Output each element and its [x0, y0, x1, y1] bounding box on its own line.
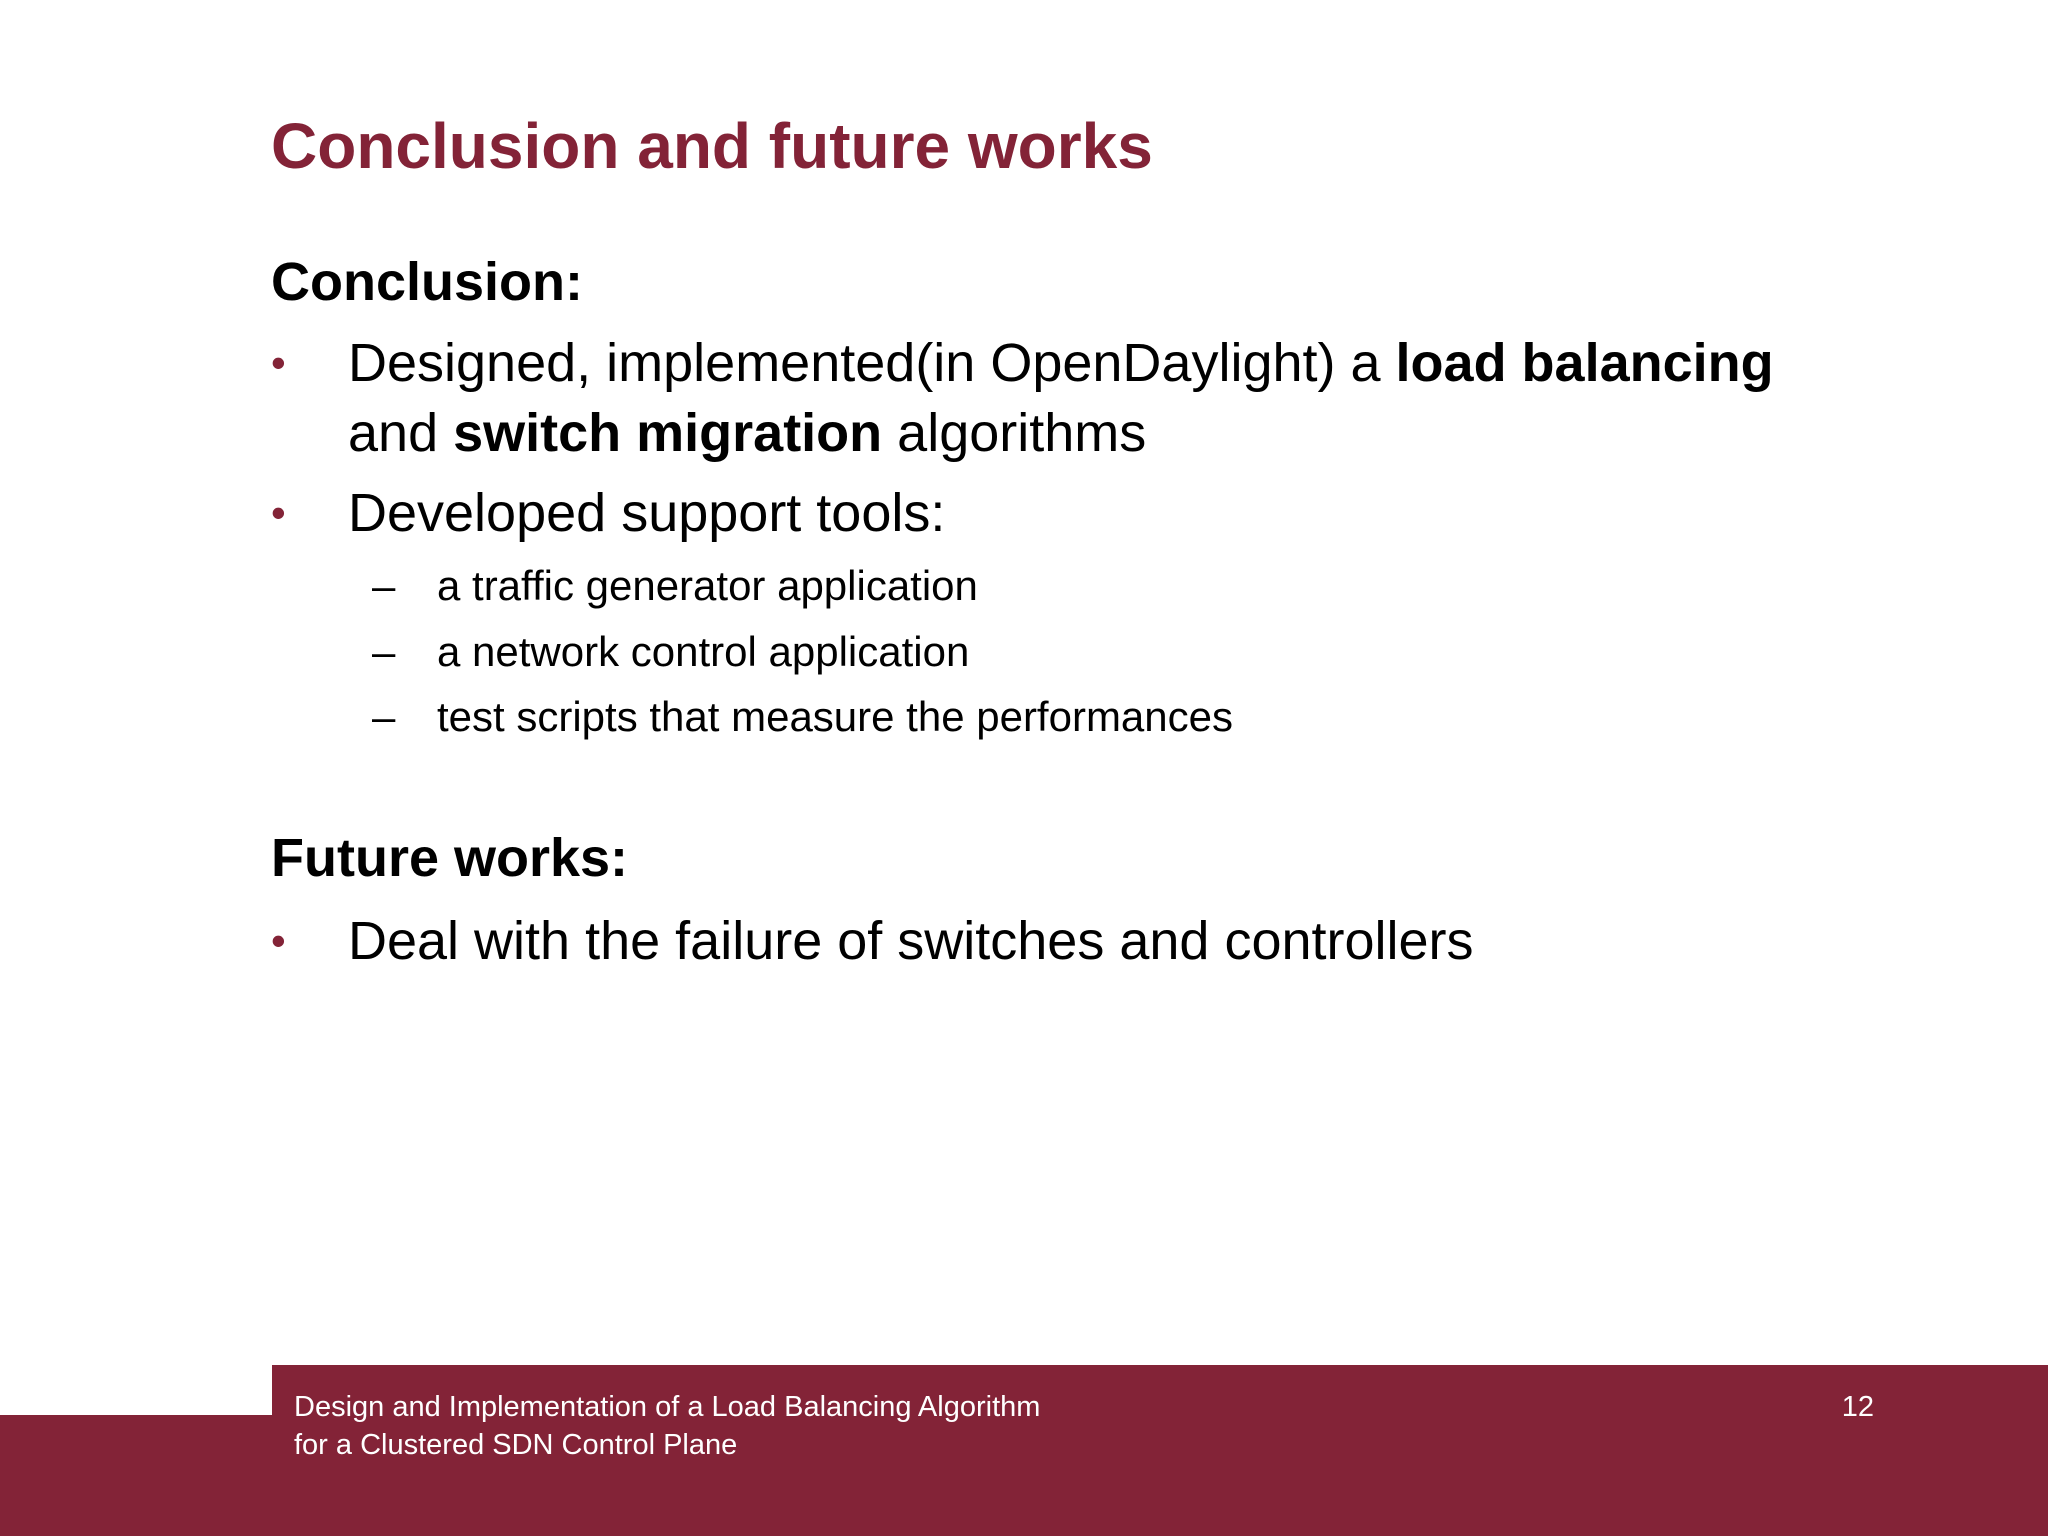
bullet-1-bold-1: load balancing: [1395, 333, 1774, 393]
footer-line-2: for a Clustered SDN Control Plane: [294, 1429, 738, 1461]
bullet-icon: •: [271, 917, 286, 964]
dash-icon: –: [372, 562, 396, 609]
bullet-1-part-1: Designed, implemented(in OpenDaylight) a: [348, 333, 1396, 393]
sub-bullet-2-text: a network control application: [437, 628, 970, 675]
bullet-1-part-2: and: [348, 403, 454, 463]
bullet-icon: •: [271, 489, 286, 536]
conclusion-bullet-2-text: Developed support tools:: [348, 483, 946, 543]
bullet-icon: •: [271, 339, 286, 386]
future-works-heading: Future works:: [271, 828, 629, 888]
conclusion-heading: Conclusion:: [271, 252, 583, 312]
future-bullet-1-text: Deal with the failure of switches and controllers: [348, 911, 1474, 971]
slide-title: Conclusion and future works: [271, 110, 1153, 182]
footer-band-left: [0, 1415, 272, 1536]
bullet-1-part-3: algorithms: [882, 403, 1147, 463]
dash-icon: –: [372, 628, 396, 675]
bullet-1-bold-2: switch migration: [453, 403, 883, 463]
footer-line-1: Design and Implementation of a Load Balancing Algorithm: [294, 1391, 1041, 1423]
sub-bullet-1-text: a traffic generator application: [437, 562, 978, 609]
page-number: 12: [1841, 1391, 1874, 1423]
sub-bullet-3-text: test scripts that measure the performances: [437, 693, 1234, 740]
footer-title: [294, 1388, 1040, 1464]
conclusion-bullet-1-text: [348, 328, 1774, 468]
dash-icon: –: [372, 693, 396, 740]
